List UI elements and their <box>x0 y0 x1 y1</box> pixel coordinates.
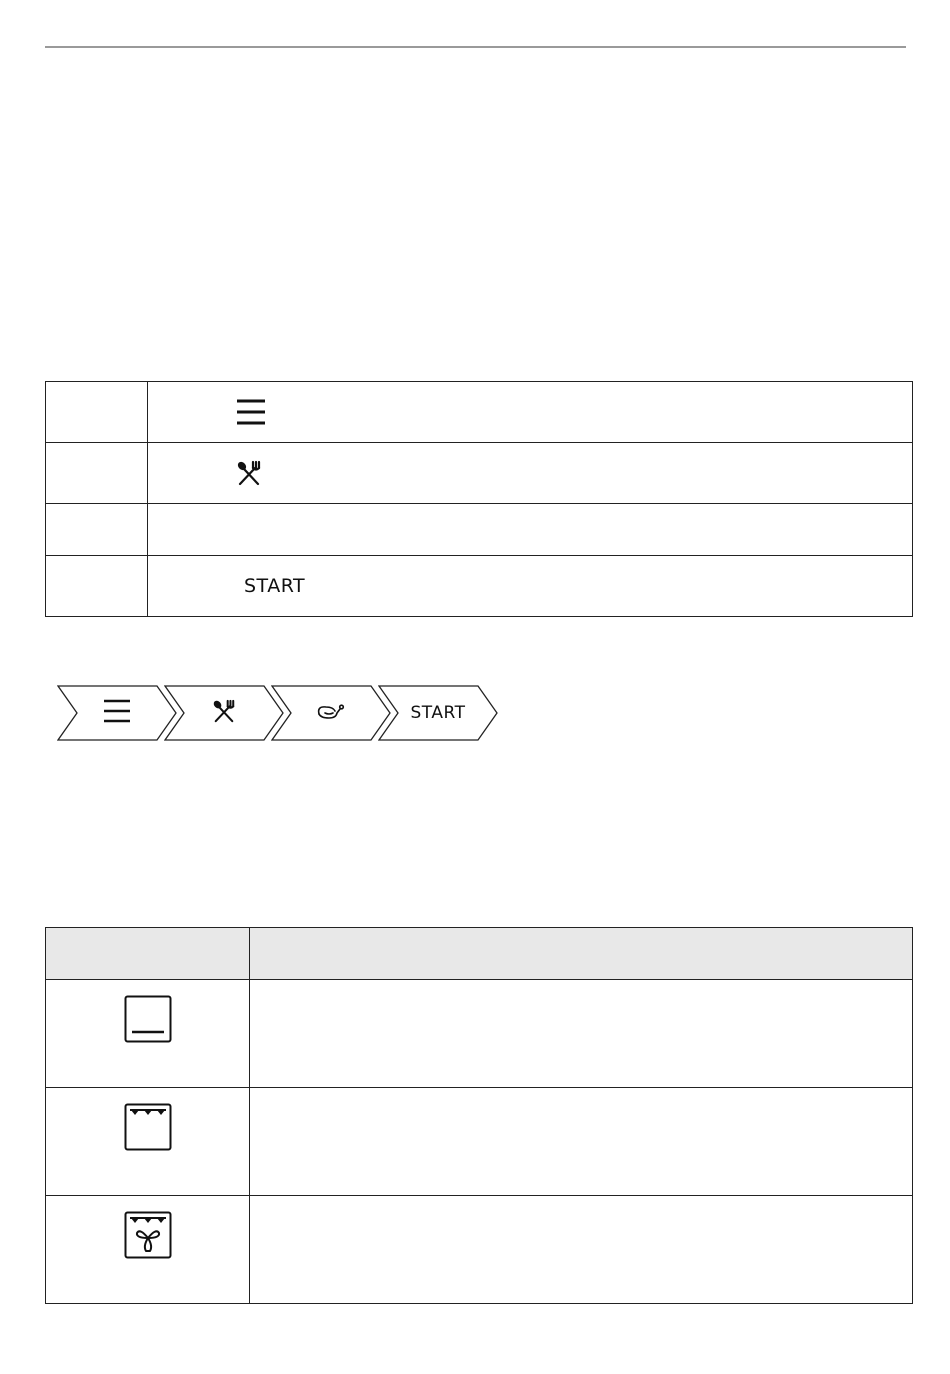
step-description-cell <box>148 556 913 617</box>
sequence-step-start <box>378 685 498 741</box>
function-icon-cell <box>46 1196 250 1304</box>
start-label: START <box>410 703 466 723</box>
menu-icon <box>103 699 131 727</box>
step-number-cell <box>46 382 148 443</box>
top-heat-fan-icon <box>124 1211 172 1263</box>
table-row <box>46 980 913 1088</box>
table-row <box>46 1088 913 1196</box>
top-heat-icon <box>124 1103 172 1155</box>
sequence-step-cutlery <box>164 685 284 741</box>
function-icon-cell <box>46 1088 250 1196</box>
table-row <box>46 443 913 504</box>
step-number-cell <box>46 504 148 556</box>
chicken-icon <box>316 702 346 724</box>
table-header-cell <box>46 928 250 980</box>
step-sequence <box>57 685 502 741</box>
sequence-step-menu <box>57 685 177 741</box>
function-description-cell <box>250 1196 913 1304</box>
step-number-cell <box>46 556 148 617</box>
function-icon-cell <box>46 980 250 1088</box>
top-divider <box>45 46 906 48</box>
cutlery-icon <box>236 460 262 486</box>
table-header-row <box>46 928 913 980</box>
table-row <box>46 1196 913 1304</box>
step-description-cell <box>148 443 913 504</box>
menu-icon <box>236 399 266 425</box>
step-number-cell <box>46 443 148 504</box>
start-label: START <box>244 575 306 597</box>
table-header-cell <box>250 928 913 980</box>
step-description-cell <box>148 382 913 443</box>
functions-table <box>45 927 913 1304</box>
bottom-heat-icon <box>124 995 172 1047</box>
table-row <box>46 504 913 556</box>
table-row <box>46 556 913 617</box>
table-row <box>46 382 913 443</box>
function-description-cell <box>250 980 913 1088</box>
function-description-cell <box>250 1088 913 1196</box>
steps-table <box>45 381 913 617</box>
cutlery-icon <box>212 699 236 727</box>
sequence-step-chicken <box>271 685 391 741</box>
step-description-cell <box>148 504 913 556</box>
